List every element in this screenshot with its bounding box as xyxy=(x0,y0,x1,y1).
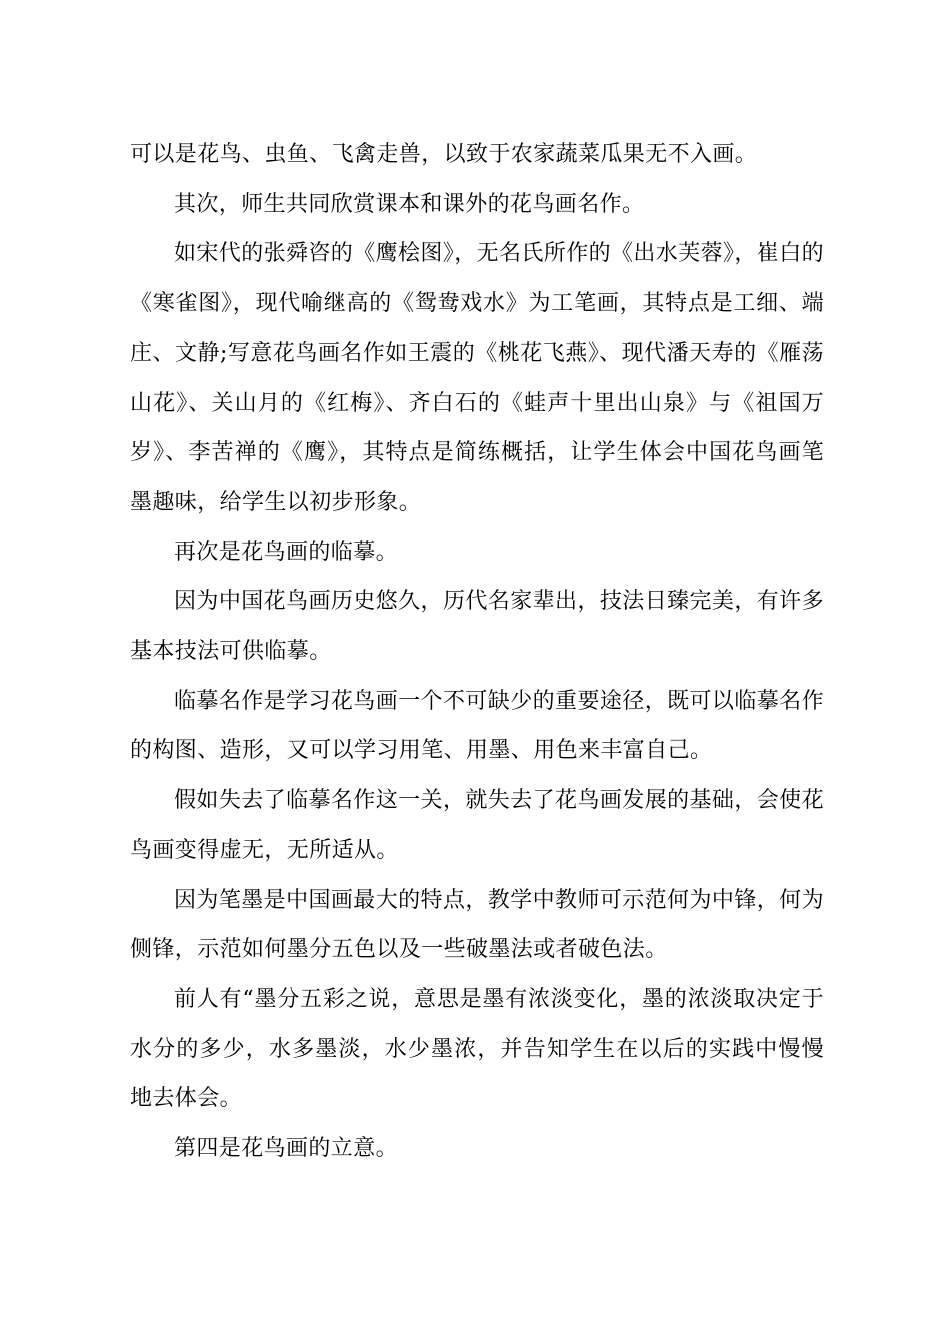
paragraph: 第四是花鸟画的立意。 xyxy=(174,1136,399,1162)
paragraph: 因为笔墨是中国画最大的特点，教学中教师可示范何为中锋，何为侧锋，示范如何墨分五色以及一些破墨法或者破色法。 xyxy=(130,887,824,963)
paragraph: 其次，师生共同欣赏课本和课外的花鸟画名作。 xyxy=(174,191,645,217)
paragraph: 假如失去了临摹名作这一关，就失去了花鸟画发展的基础，会使花鸟画变得虚无，无所适从。 xyxy=(130,788,824,863)
paragraph-continuation: 可以是花鸟、虫鱼、飞禽走兽，以致于农家蔬菜瓜果无不入画。 xyxy=(130,142,758,167)
paragraph: 如宋代的张舜咨的《鹰桧图》，无名氏所作的《出水芙蓉》，崔白的《寒雀图》，现代喻继高的《鸳鸯戏水》为工笔画，其特点是工细、端庄、文静;写意花鸟画名作如王震的《桃花飞燕》、现代潘天寿的《雁荡山花》、关山月的《红梅》、齐白石的《蛙声十里出山泉》与《祖国万岁》、李苦禅的《鹰》，其特点是简练概括，让学生体会中国花鸟画笔墨趣味，给学生以初步形象。 xyxy=(130,241,825,515)
paragraph: 因为中国花鸟画历史悠久，历代名家辈出，技法日臻完美，有许多基本技法可供临摹。 xyxy=(130,589,824,665)
paragraph: 临摹名作是学习花鸟画一个不可缺少的重要途径，既可以临摹名作的构图、造形，又可以学习用笔、用墨、用色来丰富自己。 xyxy=(130,688,824,764)
document-body xyxy=(130,130,824,1174)
paragraph: 再次是花鸟画的临摹。 xyxy=(174,539,399,565)
paragraph: 前人有“墨分五彩之说，意思是墨有浓淡变化，墨的浓淡取决定于水分的多少，水多墨淡，水少墨浓，并告知学生在以后的实践中慢慢地去体会。 xyxy=(130,986,824,1112)
